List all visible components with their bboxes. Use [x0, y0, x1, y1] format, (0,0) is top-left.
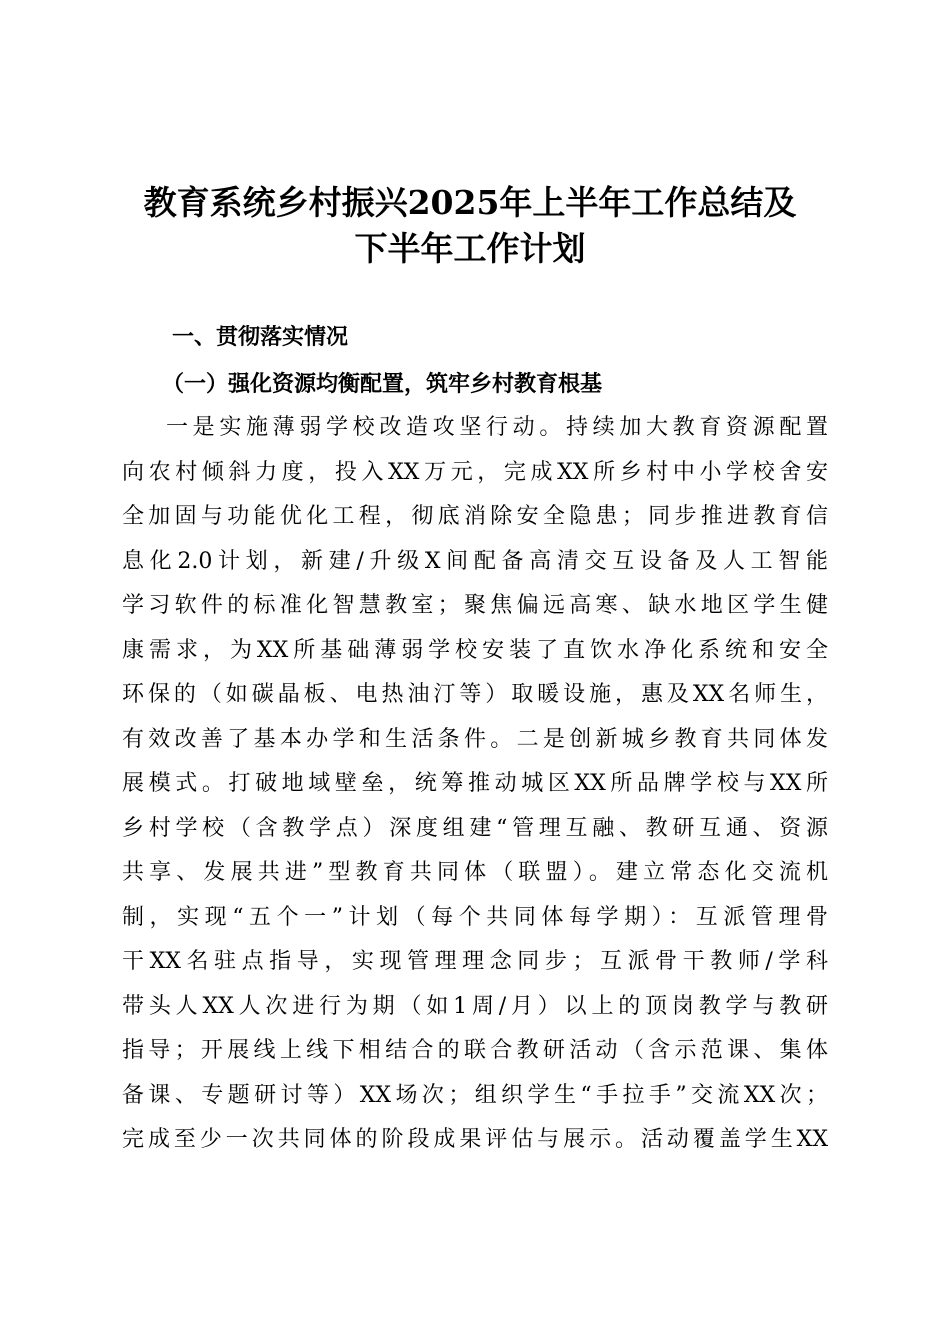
- paragraph-line: 环保的（如碳晶板、电热油汀等）取暖设施，惠及XX名师生，: [122, 682, 828, 707]
- paragraph-line: 干XX名驻点指导，实现管理理念同步；互派骨干教师/学科: [122, 949, 828, 974]
- paragraph-line: 一是实施薄弱学校改造攻坚行动。持续加大教育资源配置: [166, 415, 828, 440]
- paragraph-line: 息化2.0计划，新建/升级X间配备高清交互设备及人工智能: [122, 548, 828, 574]
- section-heading-1: 一、贯彻落实情况: [172, 325, 349, 350]
- document-title: [100, 180, 840, 272]
- paragraph-line: 有效改善了基本办学和生活条件。二是创新城乡教育共同体发: [122, 726, 828, 752]
- paragraph-line: 制，实现“五个一”计划（每个共同体每学期）：互派管理骨: [122, 904, 828, 930]
- paragraph-line: 康需求，为XX所基础薄弱学校安装了直饮水净化系统和安全: [122, 637, 828, 663]
- paragraph-line: 共享、发展共进”型教育共同体（联盟）。建立常态化交流机: [122, 860, 828, 885]
- title-line-2: 下半年工作计划: [354, 229, 586, 268]
- paragraph-line: 展模式。打破地域壁垒，统筹推动城区XX所品牌学校与XX所: [122, 771, 828, 796]
- subsection-heading-1: （一）强化资源均衡配置，筑牢乡村教育根基: [162, 371, 603, 397]
- paragraph-line: 完成至少一次共同体的阶段成果评估与展示。活动覆盖学生XX: [122, 1127, 828, 1152]
- paragraph-line: 全加固与功能优化工程，彻底消除安全隐患；同步推进教育信: [122, 504, 828, 529]
- paragraph-line: 学习软件的标准化智慧教室；聚焦偏远高寒、缺水地区学生健: [122, 593, 828, 618]
- paragraph-line: 乡村学校（含教学点）深度组建“管理互融、教研互通、资源: [122, 815, 828, 841]
- body-paragraph: [122, 406, 828, 1163]
- paragraph-line: 指导；开展线上线下相结合的联合教研活动（含示范课、集体: [122, 1038, 828, 1063]
- paragraph-line: 备课、专题研讨等）XX场次；组织学生“手拉手”交流XX次；: [122, 1082, 828, 1108]
- paragraph-line: 带头人XX人次进行为期（如1周/月）以上的顶岗教学与教研: [122, 993, 828, 1019]
- paragraph-line: 向农村倾斜力度，投入XX万元，完成XX所乡村中小学校舍安: [122, 459, 828, 485]
- title-line-1: 教育系统乡村振兴2025年上半年工作总结及: [143, 183, 797, 222]
